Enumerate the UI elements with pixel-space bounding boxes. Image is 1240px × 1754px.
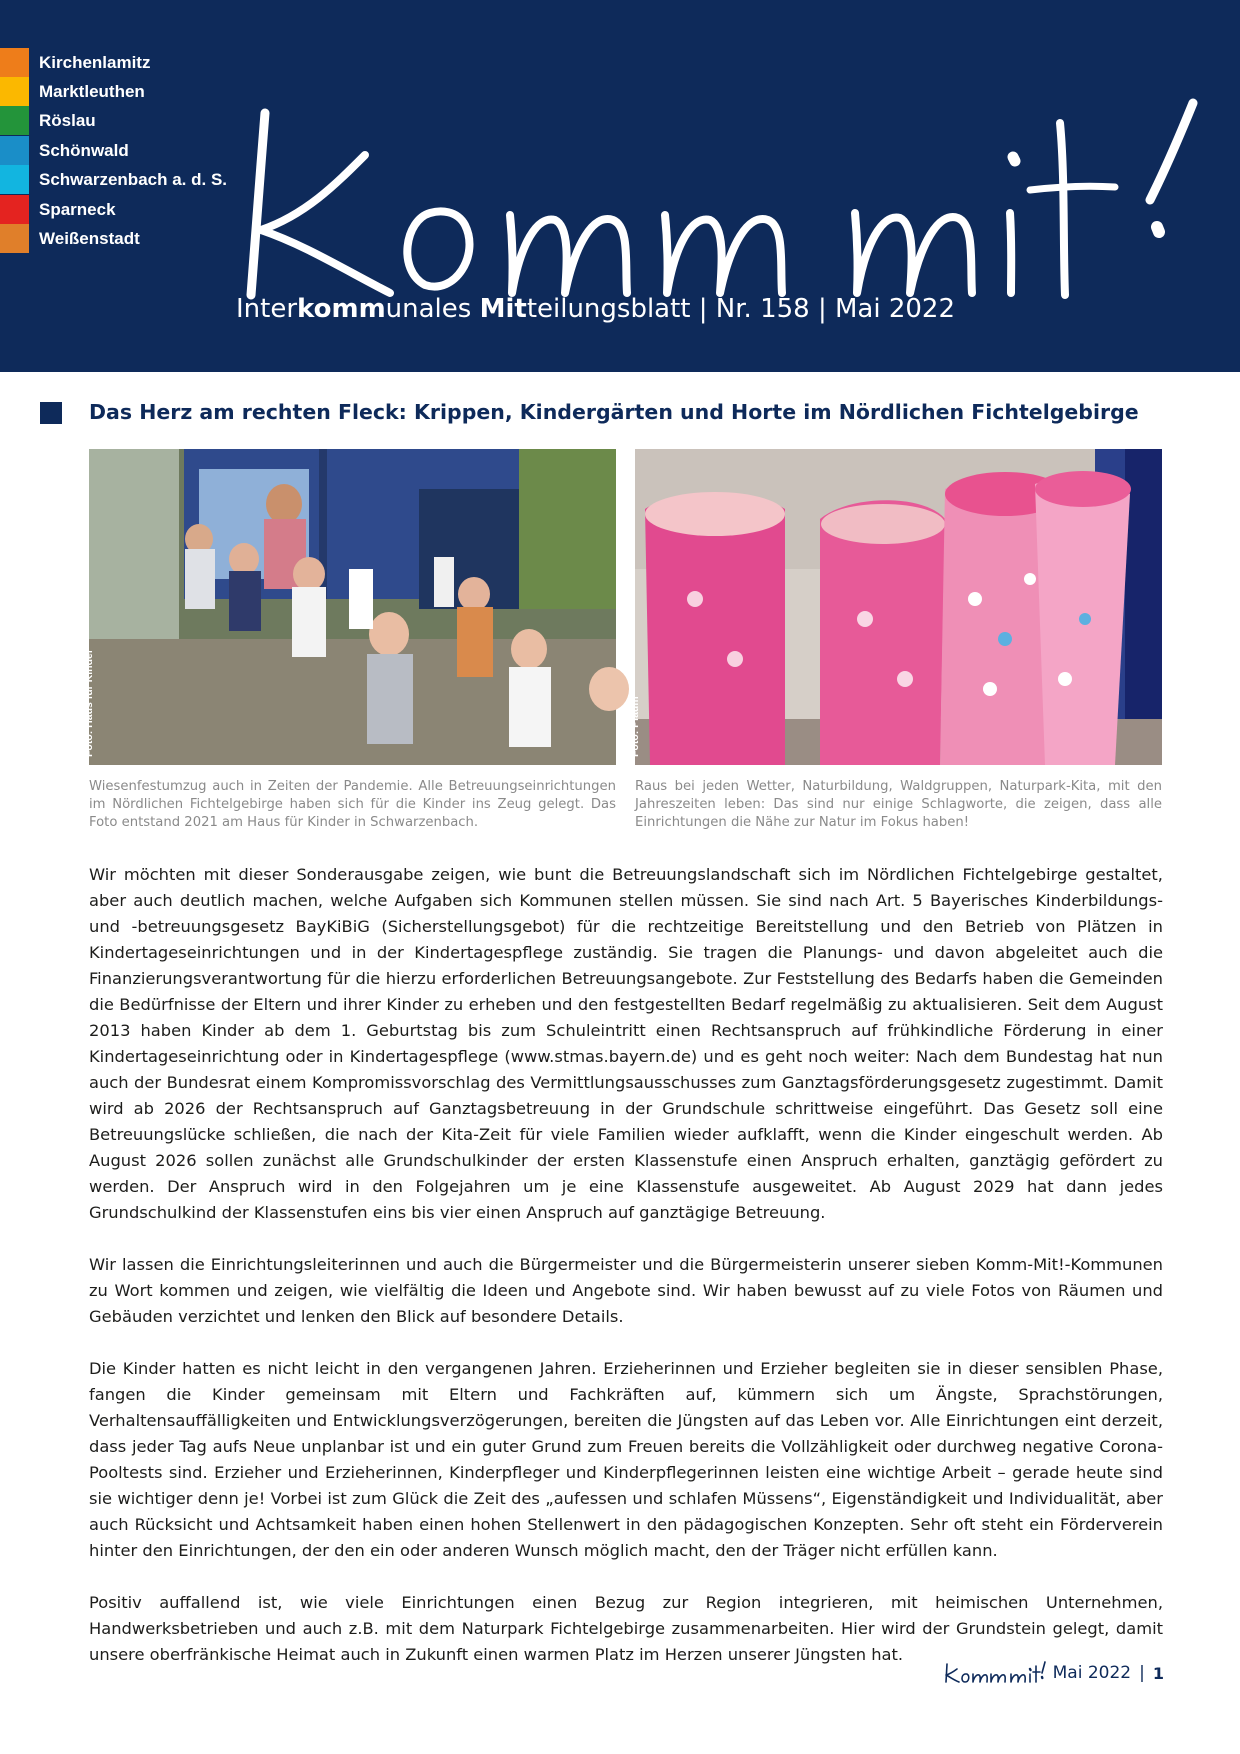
town-item bbox=[0, 165, 227, 194]
paragraph: Die Kinder hatten es nicht leicht in den vergangenen Jahren. Erzieherinnen und Erzieher begleiten sie in dieser sensiblen Phase, fangen die Kinder gemeinsam mit Eltern und Fachkräften auf, kümmern sich um Ängste, Sprachstörungen, Verhaltensauffälligkeiten und Entwicklungsverzögerungen, bereiten die Jüngsten auf das Leben vor. Alle Einrichtungen eint derzeit, dass jeder Tag aufs Neue unplanbar ist und ein guter Grund zum Freuen bereits die Vollzähligkeit oder durchweg negative Corona-Pooltests sind. Erzieher und Erzieherinnen, Kinderpfleger und Kinderpflegerinnen leisten eine wichtige Arbeit – gerade heute sind sie wichtiger denn je! Vorbei ist zum Glück die Zeit des „aufessen und schlafen Müssens“, Eigenständigkeit und Individualität, aber auch Rücksicht und Achtsamkeit haben einen hohen Stellenwert in den pädagogischen Konzepten. Sehr oft steht ein Förderverein hinter den Einrichtungen, der den ein oder anderen Wunsch möglich macht, den der Träger nicht erfüllen kann. bbox=[89, 1359, 1163, 1560]
photo-rain-boots: Foto: Plaum bbox=[635, 449, 1162, 765]
photo-caption-left: Wiesenfestumzug auch in Zeiten der Pandemie. Alle Betreuungseinrichtungen im Nördlichen Fichtelgebirge haben sich für die Kinder ins Zeug gelegt. Das Foto entstand 2021 am Haus für Kinder in Schwarzenbach. bbox=[89, 779, 616, 830]
town-name: Marktleuthen bbox=[39, 81, 145, 101]
photo-children-parade: Foto: Haus für Kinder bbox=[89, 449, 616, 765]
town-color-swatch bbox=[0, 195, 29, 224]
town-name: Sparneck bbox=[39, 199, 116, 219]
town-item bbox=[0, 195, 116, 224]
paragraph: Wir möchten mit dieser Sonderausgabe zeigen, wie bunt die Betreuungslandschaft sich im Nördlichen Fichtelgebirge gestaltet, aber auch deutlich machen, welche Aufgaben sich Kommunen stellen müssen. Sie sind nach Art. 5 Bayerisches Kinderbildungs- und -betreuungsgesetz BayKiBiG (Sicherstellungsgebot) für die rechtzeitige Bereitstellung und den Betrieb von Plätzen in Kindertageseinrichtungen und in der Kindertagespflege zuständig. Sie tragen die Planungs- und davon abgeleitet auch die Finanzierungsverantwortung für die hierzu erforderlichen Betreuungsangebote. Zur Feststellung des Bedarfs haben die Gemeinden die Bedürfnisse der Eltern und ihrer Kinder zu erheben und den festgestellten Bedarf regelmäßig zu aktualisieren. Seit dem August 2013 haben Kinder ab dem 1. Geburtstag bis zum Schuleintritt einen Rechtsanspruch auf frühkindliche Förderung in einer Kindertageseinrichtung oder in Kindertagespflege (www.stmas.bayern.de) und es geht noch weiter: Nach dem Bundestag hat nun auch der Bundesrat einem Kompromissvorschlag des Vermittlungsausschusses zum Ganztagsförderungsgesetz zugestimmt. Damit wird ab 2026 der Rechtsanspruch auf Ganztagsbetreuung in der Grundschule schrittweise eingeführt. Das Gesetz soll eine Betreuungslücke schließen, die nach der Kita-Zeit für viele Familien wieder aufklafft, wenn die Kinder eingeschult werden. Ab August 2026 sollen zunächst alle Grundschulkinder der ersten Klassenstufe einen Anspruch erhalten, ganztägig gefördert zu werden. Der Anspruch wird in den Folgejahren um je eine Klassenstufe ausgeweitet. Ab August 2029 hat dann jedes Grundschulkind der Klassenstufen eins bis vier einen Anspruch auf ganztägige Betreuung. bbox=[89, 865, 1163, 1222]
town-name: Kirchenlamitz bbox=[39, 52, 151, 72]
article-body bbox=[89, 862, 1163, 1694]
town-name: Schönwald bbox=[39, 140, 129, 160]
town-item bbox=[0, 106, 96, 135]
page-footer bbox=[943, 1660, 1164, 1686]
paragraph: Wir lassen die Einrichtungsleiterinnen und auch die Bürgermeister und die Bürgermeisterin unserer sieben Komm-Mit!-Kommunen zu Wort kommen und zeigen, wie vielfältig die Ideen und Angebote sind. Wir haben bewusst auf zu viele Fotos von Räumen und Gebäuden verzichtet und lenken den Blick auf besondere Details. bbox=[89, 1255, 1163, 1326]
footer-date: Mai 2022 bbox=[1052, 1663, 1132, 1683]
town-item bbox=[0, 48, 150, 77]
town-color-swatch bbox=[0, 48, 29, 77]
photo-caption-right: Raus bei jeden Wetter, Naturbildung, Waldgruppen, Naturpark-Kita, mit den Jahreszeiten leben: Das sind nur einige Schlagworte, die zeigen, dass alle Einrichtungen die Nähe zur Natur im Fokus haben! bbox=[635, 779, 1162, 830]
article-headline: Das Herz am rechten Fleck: Krippen, Kindergärten und Horte im Nördlichen Fichtelgebirge bbox=[89, 400, 1139, 424]
town-item bbox=[0, 224, 140, 253]
town-name: Röslau bbox=[39, 110, 96, 130]
town-color-swatch bbox=[0, 106, 29, 135]
town-item bbox=[0, 77, 145, 106]
town-color-swatch bbox=[0, 136, 29, 165]
section-marker bbox=[40, 402, 62, 424]
town-item bbox=[0, 136, 129, 165]
komm-mit-logo bbox=[225, 95, 1215, 310]
town-color-swatch bbox=[0, 224, 29, 253]
footer-separator: | bbox=[1139, 1663, 1145, 1683]
town-name: Schwarzenbach a. d. S. bbox=[39, 169, 228, 189]
paragraph: Positiv auffallend ist, wie viele Einrichtungen einen Bezug zur Region integrieren, mit heimischen Unternehmen, Handwerksbetrieben und auch z.B. mit dem Naturpark Fichtelgebirge zusammenarbeiten. Hier wird der Grundstein gelegt, damit unsere oberfränkische Heimat auch in Zukunft einen warmen Platz im Herzen unserer Jüngsten hat. bbox=[89, 1593, 1163, 1664]
town-color-swatch bbox=[0, 77, 29, 106]
komm-mit-footer-logo bbox=[943, 1660, 1047, 1686]
masthead bbox=[0, 0, 1240, 372]
page-number: 1 bbox=[1152, 1663, 1164, 1683]
town-name: Weißenstadt bbox=[39, 228, 140, 248]
town-color-swatch bbox=[0, 165, 29, 194]
publication-subtitle: Interkommunales Mitteilungsblatt | Nr. 158 | Mai 2022 bbox=[236, 294, 956, 324]
